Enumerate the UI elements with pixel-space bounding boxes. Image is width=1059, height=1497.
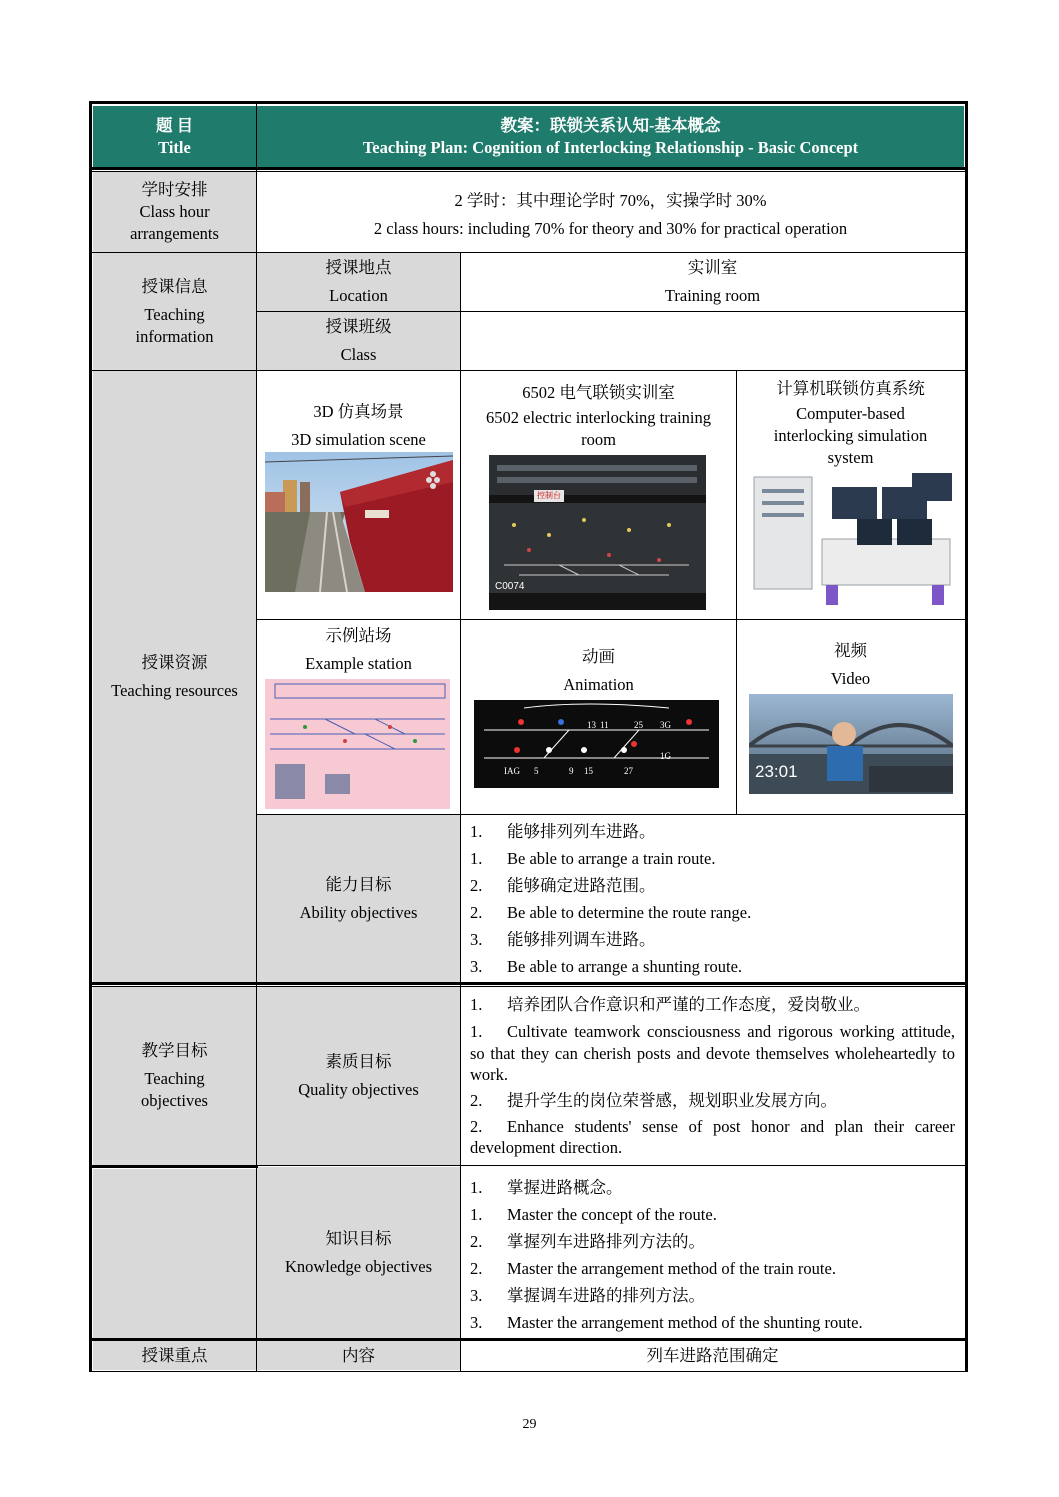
ability-item: 1. Be able to arrange a train route. <box>470 848 716 868</box>
knowledge-list <box>461 1174 964 1336</box>
animation-label: 15 <box>584 766 593 776</box>
resources-label-cell <box>93 371 256 982</box>
location-label-cell <box>257 253 460 311</box>
quality-item: 2. 提升学生的岗位荣誉感，规划职业发展方向。 <box>470 1090 837 1110</box>
quality-label-cell <box>257 987 460 1165</box>
teaching-info-label-en: Teaching information <box>135 304 214 346</box>
class-hours-value-cn: 2 学时：其中理论学时 70%，实操学时 30% <box>454 191 767 210</box>
teaching-info-label-cn: 授课信息 <box>141 276 208 296</box>
row-divider <box>89 171 968 172</box>
resource-animation-en: Animation <box>563 675 634 694</box>
6502-room-overlay-code: C0074 <box>495 581 525 592</box>
resource-cbi-en: Computer-based interlocking simulation system <box>773 404 928 467</box>
key-points-content-cell <box>461 1341 964 1370</box>
location-value-cn: 实训室 <box>687 258 738 277</box>
video-timestamp: 23:01 <box>755 762 798 781</box>
animation-label: 3G <box>660 720 671 730</box>
knowledge-item: 1. 掌握进路概念。 <box>470 1177 623 1197</box>
animation-label: 11 <box>600 720 609 730</box>
resource-3d-en: 3D simulation scene <box>291 430 426 449</box>
knowledge-side-cell <box>93 1169 256 1339</box>
teaching-objectives-label-cn: 教学目标 <box>141 1041 208 1060</box>
col-divider <box>256 101 257 1372</box>
table-border-top <box>89 101 968 104</box>
resource-6502-en: 6502 electric interlocking training room <box>486 408 711 449</box>
ability-item: 3. 能够排列调车进路。 <box>470 929 656 949</box>
key-points-label-cell <box>93 1341 256 1370</box>
key-points-content-value: 列车进路范围确定 <box>646 1345 779 1365</box>
knowledge-item: 1. Master the concept of the route. <box>470 1204 717 1224</box>
row-divider <box>89 167 968 170</box>
6502-room-sign: 控制台 <box>537 491 561 500</box>
resources-label-en: Teaching resources <box>111 680 238 700</box>
resource-3d-cn: 3D 仿真场景 <box>313 402 404 421</box>
table-border-right <box>965 101 968 1372</box>
class-label-en: Class <box>340 345 377 364</box>
location-value-cell <box>461 253 964 311</box>
ability-item: 2. 能够确定进路范围。 <box>470 875 656 895</box>
row-divider <box>89 1338 968 1341</box>
col-divider <box>460 252 461 1372</box>
title-label-en: Title <box>158 137 191 157</box>
teaching-objectives-label-en: Teaching objectives <box>141 1069 208 1110</box>
resource-cbi-cn: 计算机联锁仿真系统 <box>776 379 925 398</box>
knowledge-label-cell <box>257 1167 460 1339</box>
video-image <box>749 694 953 794</box>
knowledge-item: 2. Master the arrangement method of the train route. <box>470 1258 836 1278</box>
quality-label-en: Quality objectives <box>298 1080 419 1099</box>
col-divider <box>736 370 737 815</box>
knowledge-item: 2. 掌握列车进路排列方法的。 <box>470 1231 705 1251</box>
row-divider <box>256 619 966 620</box>
animation-label: 1G <box>660 751 671 761</box>
title-value-cn: 教案：联锁关系认知-基本概念 <box>500 115 721 135</box>
resource-animation-cn: 动画 <box>582 647 615 666</box>
row-divider <box>256 311 966 312</box>
class-label-cn: 授课班级 <box>325 317 392 336</box>
quality-item: 1. 培养团队合作意识和严谨的工作态度，爱岗敬业。 <box>470 995 870 1014</box>
quality-item: 1. Cultivate teamwork consciousness and rigorous working attitude, so that they can cherish posts and devote themselves wholeheartedly to work. <box>470 1022 955 1084</box>
cbi-system-image <box>752 473 953 613</box>
quality-label-cn: 素质目标 <box>325 1052 392 1071</box>
row-divider <box>89 982 968 985</box>
class-hours-value-en: 2 class hours: including 70% for theory and 30% for practical operation <box>373 219 848 238</box>
3d-simulation-image <box>265 452 453 592</box>
knowledge-item: 3. 掌握调车进路的排列方法。 <box>470 1285 705 1305</box>
ability-item: 1. 能够排列列车进路。 <box>470 821 656 841</box>
class-hours-label-cn: 学时安排 <box>141 180 208 199</box>
ability-item: 3. Be able to arrange a shunting route. <box>470 956 743 976</box>
animation-label: 27 <box>624 766 633 776</box>
resource-video-en: Video <box>830 669 871 688</box>
resource-video-cn: 视频 <box>834 641 867 660</box>
row-divider <box>89 1165 258 1168</box>
row-divider <box>256 1165 966 1166</box>
knowledge-label-cn: 知识目标 <box>325 1229 392 1248</box>
resource-station-en: Example station <box>305 654 412 673</box>
row-divider <box>89 252 968 253</box>
ability-label-cell <box>257 815 460 982</box>
ability-item: 2. Be able to determine the route range. <box>470 902 752 922</box>
table-border-bottom <box>89 1371 968 1372</box>
title-value-en: Teaching Plan: Cognition of Interlocking Relationship - Basic Concept <box>362 137 859 157</box>
resources-label-cn: 授课资源 <box>141 652 208 672</box>
animation-label: 5 <box>534 766 539 776</box>
animation-label: 9 <box>569 766 574 776</box>
animation-label: IAG <box>504 766 520 776</box>
teaching-info-label-cell <box>93 253 256 370</box>
row-divider <box>256 814 966 815</box>
class-hours-label-en: Class hour arrangements <box>130 202 219 243</box>
key-points-content-label: 内容 <box>342 1345 375 1365</box>
knowledge-label-en: Knowledge objectives <box>284 1257 433 1276</box>
example-station-image <box>265 679 450 809</box>
class-hours-value-cell <box>257 172 964 252</box>
6502-room-image <box>489 455 706 610</box>
knowledge-item: 3. Master the arrangement method of the shunting route. <box>470 1312 863 1332</box>
ability-label-cn: 能力目标 <box>325 874 392 894</box>
page-number: 29 <box>522 1417 537 1432</box>
animation-label: 13 <box>587 720 596 730</box>
location-label-en: Location <box>329 286 388 305</box>
title-label-cell <box>93 106 256 167</box>
class-label-cell <box>257 312 460 370</box>
quality-list <box>461 991 964 1159</box>
resource-station-cn: 示例站场 <box>325 626 392 645</box>
table-border-left <box>89 101 92 1372</box>
key-points-label: 授课重点 <box>141 1345 208 1365</box>
teaching-objectives-label-cell <box>93 987 256 1165</box>
animation-image <box>474 700 719 788</box>
row-divider <box>89 370 968 371</box>
location-label-cn: 授课地点 <box>325 258 392 277</box>
animation-label: 25 <box>634 720 643 730</box>
key-points-content-label-cell <box>257 1341 460 1370</box>
quality-item: 2. Enhance students' sense of post honor and plan their career development direction. <box>470 1116 955 1157</box>
ability-label-en: Ability objectives <box>299 902 418 922</box>
ability-list <box>461 818 964 980</box>
row-divider <box>89 986 968 987</box>
title-value-cell <box>257 106 964 167</box>
class-value-cell <box>461 312 964 370</box>
play-icon[interactable] <box>749 694 953 794</box>
title-label-cn: 题 目 <box>155 115 194 135</box>
resource-6502-cn: 6502 电气联锁实训室 <box>522 383 675 402</box>
class-hours-label-cell <box>93 172 256 252</box>
location-value-en: Training room <box>664 286 761 305</box>
